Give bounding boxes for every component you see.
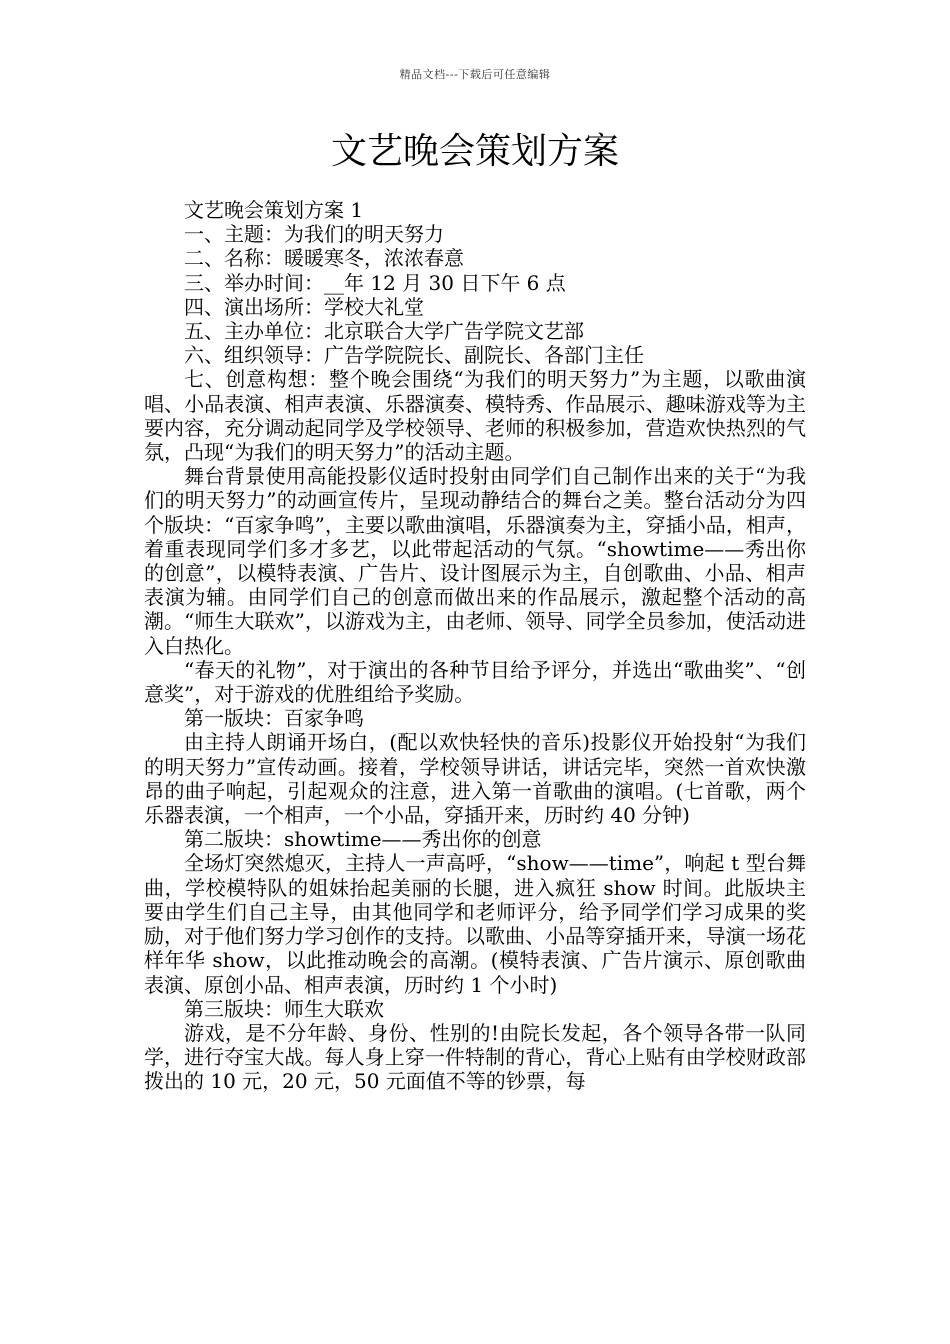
document-title: 文艺晚会策划方案 [330, 131, 619, 172]
paragraph-section-three-body: 游戏，是不分年龄、身份、性别的!由院长发起，各个领导各带一队同学，进行夺宝大战。每人身上穿一件特制的背心，背心上贴有由学校财政部拨出的 10 元，20 元，50 元面值不等的钞票，每 [144, 1020, 806, 1094]
paragraph-section-two-heading: 第二版块：showtime——秀出你的创意 [184, 827, 542, 852]
paragraph-organizer: 五、主办单位：北京联合大学广告学院文艺部 [184, 319, 584, 344]
paragraph-stage-background: 舞台背景使用高能投影仪适时投射由同学们自己制作出来的关于“为我们的明天努力”的动画宣传片，呈现动静结合的舞台之美。整台活动分为四个版块：“百家争鸣”，主要以歌曲演唱，乐器演奏为主，穿插小品，相声，着重表现同学们多才多艺，以此带起活动的气氛。“showtime——秀出你的创意”，以模特表演、广告片、设计图展示为主，自创歌曲、小品、相声表演为辅。由同学们自己的创意而做出来的作品展示，激起整个活动的高潮。“师生大联欢”，以游戏为主，由老师、领导、同学全员参加，使活动进入白热化。 [144, 464, 806, 658]
paragraph-leadership: 六、组织领导：广告学院院长、副院长、各部门主任 [184, 343, 644, 368]
paragraph-time: 三、举办时间：__年 12 月 30 日下午 6 点 [184, 270, 566, 295]
paragraph-section-two-body: 全场灯突然熄灭，主持人一声高呼，“show——time”，响起 t 型台舞曲，学校模特队的姐妹抬起美丽的长腿，进入疯狂 show 时间。此版块主要由学生们自己主导，由其他同学和老师评分，给予同学们学习成果的奖励，对于他们努力学习创作的支持。以歌曲、小品等穿插开来，导演一场花样年华 show，以此推动晚会的高潮。(模特表演、广告片演示、原创歌曲表演、原创小品、相声表演，历时约 1 个小时) [144, 851, 806, 997]
paragraph-section-three-heading: 第三版块：师生大联欢 [184, 996, 384, 1021]
paragraph-section-one-body: 由主持人朗诵开场白，(配以欢快轻快的音乐)投影仪开始投射“为我们的明天努力”宣传动画。接着，学校领导讲话，讲话完毕，突然一首欢快激昂的曲子响起，引起观众的注意，进入第一首歌曲的演唱。(七首歌，两个乐器表演，一个相声，一个小品，穿插开来，历时约 40 分钟) [144, 730, 806, 828]
paragraph-section-one-heading: 第一版块：百家争鸣 [184, 706, 364, 731]
paragraph-venue: 四、演出场所：学校大礼堂 [184, 294, 424, 319]
page-header-note: 精品文档---下载后可任意编辑 [399, 68, 551, 81]
paragraph-name: 二、名称：暖暖寒冬，浓浓春意 [184, 246, 464, 271]
document-body [144, 198, 806, 1094]
paragraph-concept: 七、创意构想：整个晚会围绕“为我们的明天努力”为主题，以歌曲演唱、小品表演、相声表演、乐器演奏、模特秀、作品展示、趣味游戏等为主要内容，充分调动起同学及学校领导、老师的积极参加，营造欢快热烈的气氛，凸现“为我们的明天努力”的活动主题。 [144, 367, 806, 465]
paragraph-plan-number: 文艺晚会策划方案 1 [184, 198, 364, 222]
paragraph-spring-gift: “春天的礼物”，对于演出的各种节目给予评分，并选出“歌曲奖”、“创意奖”，对于游戏的优胜组给予奖励。 [144, 657, 806, 707]
paragraph-theme: 一、主题：为我们的明天努力 [184, 222, 444, 247]
